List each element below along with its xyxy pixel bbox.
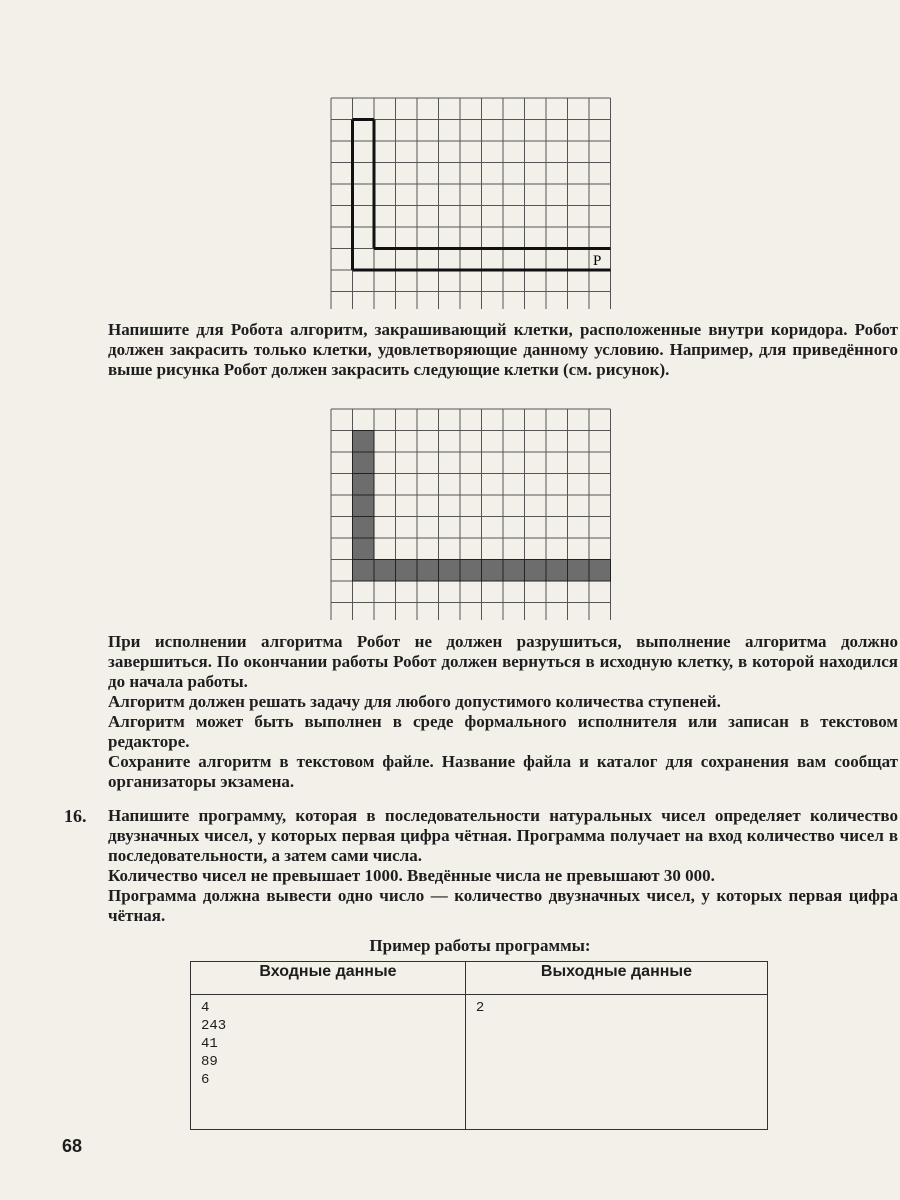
input-value: 6 xyxy=(201,1072,210,1088)
painted-cell xyxy=(589,560,611,582)
painted-cell xyxy=(353,560,375,582)
input-cell xyxy=(191,995,466,1130)
condition-line: При исполнении алгоритма Робот не должен разрушиться, выполнение алгоритма должно завершиться. По окончании работы Робот должен вернуться в исходную клетку, в которой находился до начала работы. xyxy=(108,632,898,691)
painted-cell xyxy=(460,560,482,582)
painted-cell xyxy=(439,560,461,582)
corridor-grid-figure xyxy=(330,97,612,309)
task-15-paragraph xyxy=(108,320,898,380)
painted-cell xyxy=(525,560,547,582)
output-header: Выходные данные xyxy=(465,962,767,995)
painted-cell xyxy=(568,560,590,582)
painted-cell xyxy=(396,560,418,582)
painted-cell xyxy=(353,538,375,560)
example-title: Пример работы программы: xyxy=(369,936,591,955)
painted-cell xyxy=(374,560,396,582)
task-16-text xyxy=(108,806,898,926)
paragraph-1: Напишите для Робота алгоритм, закрашивающий клетки, расположенные внутри коридора. Робот должен закрасить только клетки, удовлетворяющие данному условию. Например, для приведённого выше рисунка Робот должен закрасить следующие клетки (см. рисунок). xyxy=(108,320,898,379)
io-example-table xyxy=(190,961,768,1130)
input-value: 89 xyxy=(201,1054,218,1070)
task-16-line: Количество чисел не превышает 1000. Введённые числа не превышают 30 000. xyxy=(108,866,715,885)
robot-label: Р xyxy=(593,253,602,269)
painted-cell xyxy=(546,560,568,582)
task-16-line: Программа должна вывести одно число — количество двузначных чисел, у которых первая цифра чётная. xyxy=(108,886,898,925)
task-16-number: 16. xyxy=(64,806,87,826)
task-15-conditions xyxy=(108,632,898,792)
condition-line: Алгоритм должен решать задачу для любого допустимого количества ступеней. xyxy=(108,692,721,711)
input-value: 243 xyxy=(201,1018,227,1034)
painted-cell xyxy=(353,431,375,453)
input-value: 4 xyxy=(201,1000,210,1016)
painted-cell xyxy=(353,452,375,474)
painted-cell xyxy=(353,474,375,496)
painted-grid-figure xyxy=(330,408,612,620)
input-value: 41 xyxy=(201,1036,218,1052)
input-header: Входные данные xyxy=(191,962,466,995)
output-value: 2 xyxy=(475,1000,485,1016)
condition-line: Сохраните алгоритм в текстовом файле. Название файла и каталог для сохранения вам сообщат организаторы экзамена. xyxy=(108,752,898,791)
painted-cell xyxy=(417,560,439,582)
task-16-line: Напишите программу, которая в последовательности натуральных чисел определяет количество двузначных чисел, у которых первая цифра чётная. Программа получает на вход количество чисел в последовательности, а затем сами числа. xyxy=(108,806,898,865)
painted-cell xyxy=(353,517,375,539)
output-cell xyxy=(465,995,767,1130)
page-number: 68 xyxy=(62,1136,83,1156)
painted-cell xyxy=(482,560,504,582)
condition-line: Алгоритм может быть выполнен в среде формального исполнителя или записан в текстовом редакторе. xyxy=(108,712,898,751)
corridor-grid xyxy=(330,97,612,309)
painted-cell xyxy=(503,560,525,582)
painted-grid xyxy=(330,408,612,620)
painted-cell xyxy=(353,495,375,517)
